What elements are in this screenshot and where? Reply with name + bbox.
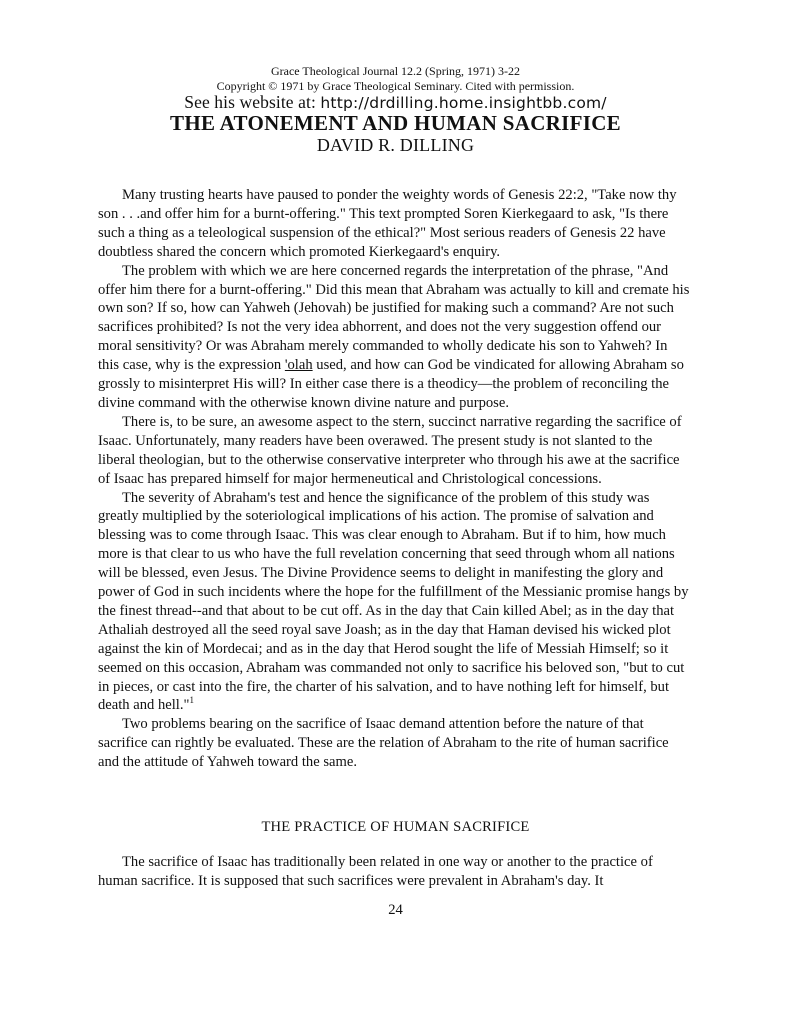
journal-citation: Grace Theological Journal 12.2 (Spring, 1971) 3-22: [270, 64, 521, 78]
article-author: DAVID R. DILLING: [316, 135, 475, 155]
paragraph-3: There is, to be sure, an awesome aspect to the stern, succinct narrative regarding the sacrifice of Isaac. Unfortunately, many readers have been overawed. The present study is not slanted to the liberal theologian, but to the otherwise conservative interpreter who through his awe at the sacrifice of Isaac has prepared himself for major hermeneutical and Christological concessions.: [98, 413, 682, 487]
paragraph-2-part-1: The problem with which we are here concerned regards the interpretation of the phrase, "And offer him there for a burnt-offering." Did this mean that Abraham was actually to kill and cremate his own son? If so, how can Yahweh (Jehovah) be justified for making such a command? Are not such sacrifices prohibited? Is not the very idea abhorrent, and does not the very suggestion offend our moral sensitivity? Or was Abraham merely commanded to wholly dedicate his son to Yahweh? In this case, why is the expression: [98, 262, 690, 374]
paragraph-6: The sacrifice of Isaac has traditionally been related in one way or another to the practice of human sacrifice. It is supposed that such sacrifices were prevalent in Abraham's day. It: [98, 854, 653, 889]
copyright-notice: Copyright © 1971 by Grace Theological Seminary. Cited with permission.: [216, 79, 575, 93]
paragraph-2-part-2: used, and how can God be vindicated for allowing Abraham so grossly to misinterpret His will? In either case there is a theodicy—the problem of reconciling the divine command with the otherwise known divine nature and purpose.: [98, 357, 684, 411]
paragraph-1: Many trusting hearts have paused to ponder the weighty words of Genesis 22:2, "Take now thy son . . .and offer him for a burnt-offering." This text prompted Soren Kierkegaard to ask, "Is there such a thing as a teleological suspension of the ethical?" Most serious readers of Genesis 22 have doubtless shared the concern which promoted Kierkegaard's enquiry.: [98, 187, 677, 260]
paragraph-4: [98, 489, 690, 716]
paragraph-4-text: The severity of Abraham's test and hence the significance of the problem of this study was greatly multiplied by the soteriological implications of his action. The promise of salvation and blessing was to come through Isaac. This was clear enough to Abraham. But if to him, how much more is that clear to us who have the full revelation concerning that seed through whom all nations will be blessed, even Jesus. The Divine Providence seems to delight in manifesting the glory and power of God in such incidents where the hope for the fulfillment of the Messianic promise hangs by the finest thread--and that about to be cut off. As in the day that Cain killed Abel; as in the day that Athaliah destroyed all the seed royal save Joash; as in the day that Haman devised his wicked plot against the kin of Mordecai; and as in the day that Herod sought the life of Messiah Himself; so it seemed on this occasion, Abraham was commanded not only to sacrifice his beloved son, "but to cut in pieces, or cast into the fire, the charter of his salvation, and to have nothing left for himself, but death and hell.": [98, 489, 689, 714]
website-line: [0, 92, 791, 113]
paragraph-2: [98, 262, 690, 413]
footnote-marker: 1: [189, 695, 194, 706]
article-title: THE ATONEMENT AND HUMAN SACRIFICE: [170, 111, 621, 135]
hebrew-term-olah: 'olah: [284, 357, 313, 374]
article-body: [98, 186, 690, 772]
website-prefix: See his website at:: [184, 92, 321, 112]
article-body-continued: [98, 853, 690, 891]
website-url[interactable]: http://drdilling.home.insightbb.com/: [320, 94, 607, 112]
paragraph-5: Two problems bearing on the sacrifice of Isaac demand attention before the nature of that sacrifice can rightly be evaluated. These are the relation of Abraham to the rite of human sacrifice and the attitude of Yahweh toward the same.: [98, 716, 669, 771]
section-heading: THE PRACTICE OF HUMAN SACRIFICE: [261, 819, 530, 835]
page-number: 24: [388, 902, 403, 918]
